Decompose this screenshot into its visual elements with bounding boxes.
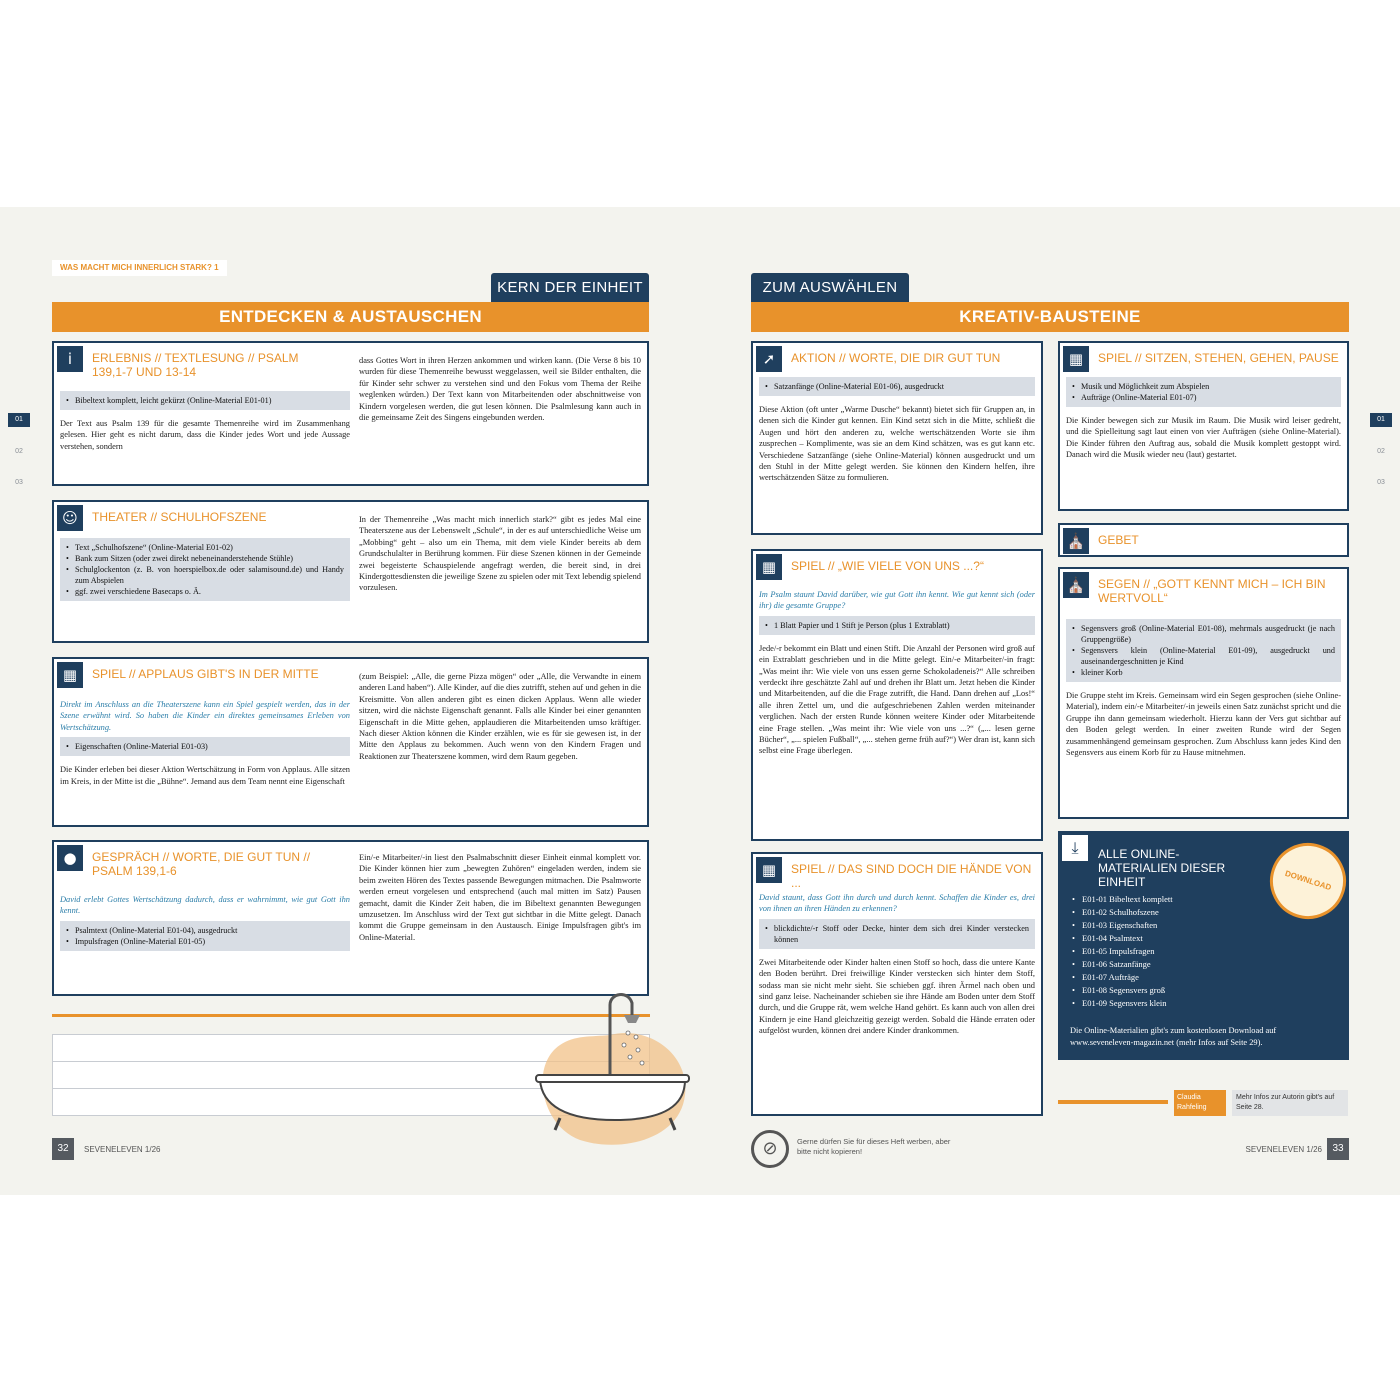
- module-title: THEATER // SCHULHOFSZENE: [92, 510, 267, 524]
- material-item: • Segensvers klein (Online-Material E01-09), ausgedruckt und auseinandergeschnitten je Kind: [1072, 645, 1335, 667]
- church-icon: ⛪: [1063, 572, 1089, 598]
- material-item: • 1 Blatt Papier und 1 Stift je Person (plus 1 Extrablatt): [765, 620, 1029, 631]
- material-item: • Bank zum Sitzen (oder zwei direkt nebeneinanderstehende Stühle): [66, 553, 344, 564]
- module-title: SPIEL // APPLAUS GIBT'S IN DER MITTE: [92, 667, 319, 681]
- materials-list: [759, 377, 1035, 396]
- module-title: SPIEL // SITZEN, STEHEN, GEHEN, PAUSE: [1098, 351, 1339, 365]
- module-theater: [52, 500, 649, 643]
- copy-notice: Gerne dürfen Sie für dieses Heft werben, aber bitte nicht kopieren!: [797, 1137, 951, 1156]
- module-title: SEGEN // „GOTT KENNT MICH – ICH BIN WERTVOLL“: [1098, 577, 1326, 605]
- online-item: • E01-03 Eigenschaften: [1072, 919, 1312, 932]
- no-copy-icon: ⊘: [751, 1130, 789, 1168]
- body-text: Diese Aktion (oft unter „Warme Dusche“ bekannt) bietet sich für Gruppen an, in denen sich die Kinder gut kennen. Ein Kind setzt sich in die Mitte, schließt die Augen und hört den anderen zu, welche wertschätzenden Worte sie ihm zusprechen – Komplimente, was sie an dem Kind schätzen, was es gut kann etc. Verschiedene Satzanfänge (siehe Online-Material) können ausgedruckt und um den Stuhl in der Mitte gelegt werden. Sie können den Kindern helfen, ihre wertschätzenden Sätze zu formulieren.: [759, 405, 1035, 483]
- materials-list: [759, 616, 1035, 635]
- material-item: • Psalmtext (Online-Material E01-04), ausgedruckt: [66, 925, 344, 936]
- rocket-icon: ➚: [756, 346, 782, 372]
- module-title: ERLEBNIS // TEXTLESUNG // PSALM 139,1-7 UND 13-14: [92, 351, 299, 379]
- online-item: • E01-08 Segensvers groß: [1072, 984, 1312, 997]
- body-text: Jede/-r bekommt ein Blatt und einen Stift. Die Anzahl der Personen wird groß auf ein Extrablatt geschrieben und in die Mitte gelegt. Ein/-e Mitarbeiter/-in fragt: „Was meint ihr: Wie viele von uns essen gerne Schokoladeneis?“ Alle schreiben verdeckt ihre geschätzte Zahl auf und drehen ihr Blatt um. Jetzt heben die Kinder und Mitarbeitenden, auf die die Frage zutrifft, die Hand. Dann drehen auf „Los!“ alle ihren Zettel um, und die aufgeschriebenen Zahlen werden miteinander verglichen. Nach der ersten Runde können weitere Kinder oder Mitarbeitende eine Frage stellen. „Was meint ihr: Wie viele von uns ...?“ („... lesen gerne Bücher“, „... spielen Fußball“, „... stehen gerne früh auf?“) Wer dran ist, kann sich selbst eine Frage überlegen.: [759, 643, 1035, 756]
- online-item: • E01-04 Psalmtext: [1072, 932, 1312, 945]
- material-item: • ggf. zwei verschiedene Basecaps o. Ä.: [66, 586, 344, 597]
- module-aktion-worte: [751, 341, 1043, 535]
- church-icon: ⛪: [1063, 528, 1089, 554]
- page-number: 33: [1327, 1138, 1349, 1160]
- module-title: AKTION // WORTE, DIE DIR GUT TUN: [791, 351, 1001, 365]
- breadcrumb: WAS MACHT MICH INNERLICH STARK? 1: [52, 260, 227, 276]
- info-icon: i: [57, 346, 83, 372]
- material-item: • kleiner Korb: [1072, 667, 1335, 678]
- page-number: 32: [52, 1138, 74, 1160]
- body-text: (zum Beispiel: „Alle, die gerne Pizza mögen“ oder „Alle, die Verwandte in einem anderen Land haben“). Alle Kinder, auf die dies zutrifft, stehen auf und gehen in die Kreismitte. Von allen anderen gibt es einen dicken Applaus. Wenn alle wieder sitzen, wird die nächste Eigenschaft genannt. Falls alle Kinder bei einer genannten Eigenschaft in die Mitte gehen, applaudieren die Mitarbeitenden umso kräftiger. Nach dieser Aktion können die Kinder erzählen, wie es für sie gewesen ist, in der Mitte den Applaus zu bekommen. Auch wenn von den Kindern Fragen und Reaktionen zur Theaterszene kommen, wird dem Raum gegeben.: [359, 672, 641, 761]
- author-info: Mehr Infos zur Autorin gibt's auf Seite 28.: [1232, 1090, 1348, 1116]
- speech-bubble-icon: ●: [57, 845, 83, 871]
- body-text: Der Text aus Psalm 139 für die gesamte Themenreihe wird im Zusammenhang gelesen. Hier geht es nicht darum, dass die Kinder jedes Wort und jede Aussage verstehen, sondern: [60, 419, 350, 451]
- module-gebet: [1058, 523, 1349, 557]
- online-footer: Die Online-Materialien gibt's zum kostenlosen Download auf www.seveneleven-magazin.net (mehr Infos auf Seite 29).: [1070, 1026, 1277, 1047]
- materials-list: [60, 391, 350, 410]
- tab-zum-auswaehlen: ZUM AUSWÄHLEN: [751, 273, 909, 303]
- material-item: • Aufträge (Online-Material E01-07): [1072, 392, 1335, 403]
- materials-list: [1066, 619, 1341, 682]
- material-item: • Segensvers groß (Online-Material E01-08), mehrmals ausgedruckt (je nach Gruppengröße): [1072, 623, 1335, 645]
- footer-magazine: SEVENELEVEN 1/26: [1245, 1145, 1322, 1154]
- material-item: • Impulsfragen (Online-Material E01-05): [66, 936, 344, 947]
- materials-list: [60, 921, 350, 951]
- online-item: • E01-06 Satzanfänge: [1072, 958, 1312, 971]
- material-item: • Bibeltext komplett, leicht gekürzt (Online-Material E01-01): [66, 395, 344, 406]
- online-item: • E01-09 Segensvers klein: [1072, 997, 1312, 1010]
- material-item: • Eigenschaften (Online-Material E01-03): [66, 741, 344, 752]
- module-title: GEBET: [1098, 533, 1139, 547]
- body-text: dass Gottes Wort in ihren Herzen ankommen und wirken kann. (Die Verse 8 bis 10 wurden für diese Themenreihe bewusst weggelassen, weil sie Bilder enthalten, die für Kinder sehr schwer zu verstehen sind und den Fokus vom Thema der Reihe weglenken würden.) Der Text kann von Mitarbeitenden oder abschnittweise von Kindern vorgelesen werden, die gut lesen können. Die Psalmlesung kann auch in die gemeinsame Zeit des Singens eingebunden werden.: [359, 356, 641, 423]
- game-icon: ▦: [756, 554, 782, 580]
- materials-list: [759, 919, 1035, 949]
- online-title: ALLE ONLINE-MATERIALIEN DIESER EINHEIT: [1098, 847, 1226, 889]
- side-marker-01: 01: [1370, 413, 1392, 427]
- intro-text: David staunt, dass Gott ihn durch und durch kennt. Schaffen die Kinder es, drei von ihnen an ihren Händen zu erkennen?: [759, 893, 1035, 914]
- section-band-left: ENTDECKEN & AUSTAUSCHEN: [52, 302, 649, 332]
- body-text: Die Kinder erleben bei dieser Aktion Wertschätzung in Form von Applaus. Alle sitzen im Kreis, in der Mitte ist die „Bühne“. Jemand aus dem Team nennt eine Eigenschaft: [60, 765, 350, 786]
- module-title: SPIEL // „WIE VIELE VON UNS ...?“: [791, 559, 984, 573]
- body-text: Die Kinder bewegen sich zur Musik im Raum. Die Musik wird leiser gedreht, und die Spielleitung sagt laut einen von vier Aufträgen (siehe Online-Material). Die Kinder führen den Auftrag aus, sobald die Musik komplett gestoppt wird. Danach wird die Musik wieder neu (laut) gestartet.: [1066, 416, 1341, 460]
- online-item: • E01-05 Impulsfragen: [1072, 945, 1312, 958]
- module-gespraech: [52, 840, 649, 996]
- online-item: • E01-01 Bibeltext komplett: [1072, 893, 1312, 906]
- side-marker-02: 02: [15, 448, 23, 455]
- material-item: • Schulglockenton (z. B. von hoerspielbox.de oder salamisound.de) und Handy zum Abspielen: [66, 564, 344, 586]
- intro-text: Direkt im Anschluss an die Theaterszene kann ein Spiel gespielt werden, das in der Szene erwähnt wird. So haben die Kinder ein direktes gemeinsames Erleben von Wertschätzung.: [60, 700, 350, 732]
- game-icon: ▦: [57, 662, 83, 688]
- material-item: • Musik und Möglichkeit zum Abspielen: [1072, 381, 1335, 392]
- side-marker-01: 01: [8, 413, 30, 427]
- body-text: Die Gruppe steht im Kreis. Gemeinsam wird ein Segen gesprochen (siehe Online-Material), indem ein/-e Mitarbeiter/-in jeweils einen Satz zunächst spricht und die Gruppe ihn dann gemeinsam wiederholt. Hierzu kann der Vers gut sichtbar auf den Boden gelegt werden. In einer zweiten Runde wird der Segen zusammenhängend gemeinsam gesprochen. Zum Abschluss kann jedes Kind den Segensvers aus einem Korb für zu Hause mitnehmen.: [1066, 691, 1341, 758]
- online-item: • E01-07 Aufträge: [1072, 971, 1312, 984]
- body-text: In der Themenreihe „Was macht mich innerlich stark?“ gibt es jedes Mal eine Theaterszene aus der Lebenswelt „Schule“, in der es auf unterschiedliche Weise um „Mobbing“ geht – also um ein Thema, mit dem viele Kinder bereits ab dem Grundschulalter in Berührung kommen. Für diese Szenen können in der Gemeinde zwei begeisterte Schauspielende angefragt werden, die bereit sind, in drei Kindergottesdiensten die jeweilige Szene zu spielen oder mit Text lebendig spielend vorzulesen.: [359, 515, 641, 593]
- module-title: SPIEL // DAS SIND DOCH DIE HÄNDE VON ...: [791, 862, 1032, 890]
- materials-list: [60, 737, 350, 756]
- theater-masks-icon: ☺: [57, 505, 83, 531]
- module-spiel-haende: [751, 852, 1043, 1116]
- material-item: • Text „Schulhofszene“ (Online-Material E01-02): [66, 542, 344, 553]
- intro-text: Im Psalm staunt David darüber, wie gut Gott ihn kennt. Wie gut kennt sich (oder ihr) die gesamte Gruppe?: [759, 590, 1035, 611]
- module-segen: [1058, 567, 1349, 819]
- material-item: • blickdichte/-r Stoff oder Decke, hinter dem sich drei Kinder verstecken können: [765, 923, 1029, 945]
- tab-kern-der-einheit: KERN DER EINHEIT: [491, 273, 649, 303]
- author-name: Claudia Rahfeling: [1174, 1090, 1226, 1116]
- intro-text: David erlebt Gottes Wertschätzung dadurch, dass er wahrnimmt, wie gut Gott ihn kennt.: [60, 895, 350, 916]
- online-materials-list: [1072, 893, 1312, 1010]
- body-text: Ein/-e Mitarbeiter/-in liest den Psalmabschnitt dieser Einheit einmal komplett vor. Die Kinder können hier zum „bewegten Zuhören“ eingeladen werden, indem sie beim zweiten Hören des Textes passende Bewegungen mitmachen. Die Psalmworte werden erneut vorgelesen und entsprechend (auch mal mitten im Satz) Pausen gemacht, damit die Kinder Zeit haben, die im Bibeltext genannten Bewegungen umzusetzen. Im Anschluss wird der Text gut sichtbar in die Mitte gelegt. Danach kommt die Gruppe gemeinsam in den Austausch. Einige Impulsfragen gibt's im Online-Material.: [359, 853, 641, 942]
- material-item: • Satzanfänge (Online-Material E01-06), ausgedruckt: [765, 381, 1029, 392]
- module-title: GESPRÄCH // WORTE, DIE GUT TUN // PSALM 139,1-6: [92, 850, 311, 878]
- online-item: • E01-02 Schulhofszene: [1072, 906, 1312, 919]
- side-marker-02: 02: [1377, 448, 1385, 455]
- body-text: Zwei Mitarbeitende oder Kinder halten einen Stoff so hoch, dass die untere Kante den Boden berührt. Drei freiwillige Kinder verstecken sich hinter dem Stoff, sodass man sie nicht mehr sieht. Sie schieben ggf. ihren Ärmel nach oben und sind ganz leise. Nacheinander schieben sie ihre Hände am Boden unter dem Stoff durch, und die Gruppe rät, wem welche Hand gehört. Es kann auch von allen drei Kindern je eine Hand gleichzeitig gezeigt werden. Sobald die Hände erraten oder aufgelöst wurden, können drei andere Kinder drankommen.: [759, 957, 1035, 1036]
- online-materials-box: [1058, 831, 1349, 1060]
- author-rule: [1058, 1100, 1168, 1104]
- module-erlebnis: [52, 341, 649, 486]
- side-marker-03: 03: [15, 479, 23, 486]
- materials-list: [60, 538, 350, 601]
- game-icon: ▦: [756, 857, 782, 883]
- download-badge[interactable]: DOWNLOAD: [1260, 833, 1356, 929]
- bathtub-illustration: [520, 975, 700, 1155]
- section-band-right: KREATIV-BAUSTEINE: [751, 302, 1349, 332]
- module-spiel-applaus: [52, 657, 649, 827]
- module-spiel-sitzen: [1058, 341, 1349, 511]
- side-marker-03: 03: [1377, 479, 1385, 486]
- module-spiel-wie-viele: [751, 549, 1043, 841]
- footer-magazine: SEVENELEVEN 1/26: [84, 1145, 161, 1154]
- materials-list: [1066, 377, 1341, 407]
- download-icon: ⤓: [1062, 835, 1088, 861]
- game-icon: ▦: [1063, 346, 1089, 372]
